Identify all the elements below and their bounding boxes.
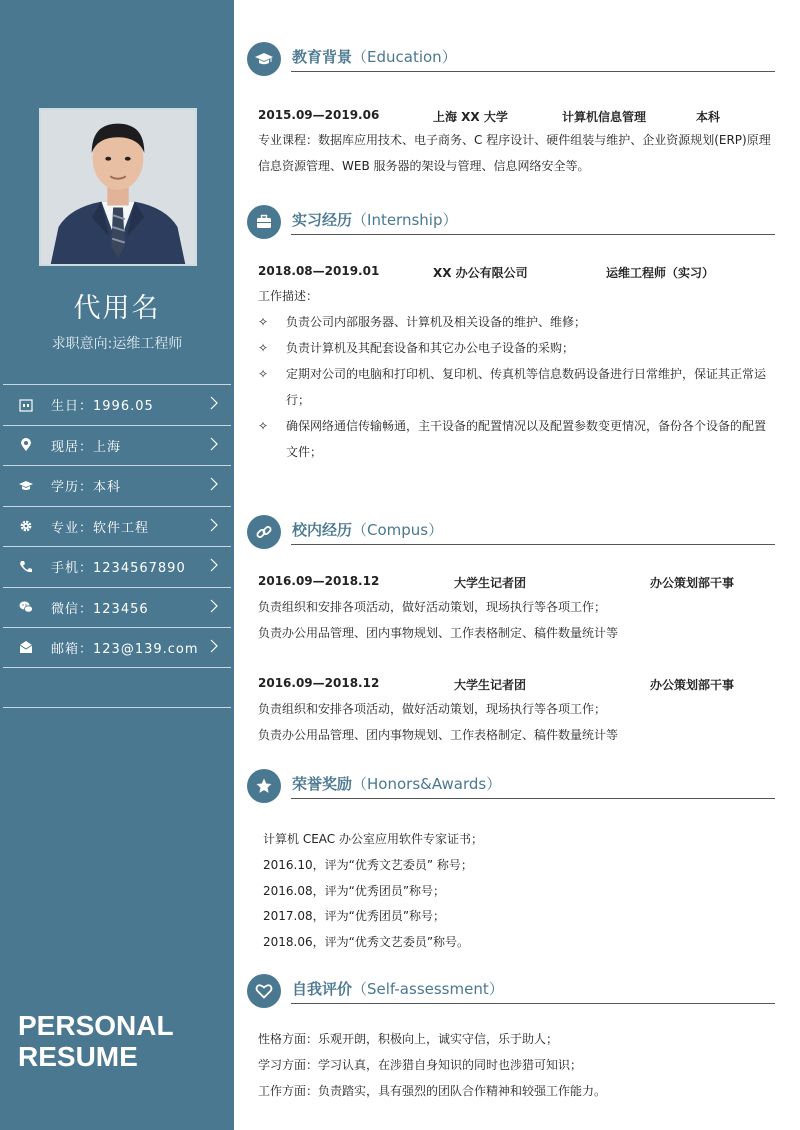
campus-period: 2016.09—2018.12 xyxy=(258,574,380,588)
internship-company: XX 办公有限公司 xyxy=(433,266,528,280)
internship-bullet xyxy=(258,413,773,465)
internship-bullet xyxy=(258,335,773,361)
campus-role: 办公策划部干事 xyxy=(650,576,735,590)
chevron-right-icon xyxy=(209,639,219,657)
campus-period: 2016.09—2018.12 xyxy=(258,676,380,690)
mail-icon xyxy=(17,638,35,656)
section-rule xyxy=(291,798,775,799)
campus-org: 大学生记者团 xyxy=(454,576,527,590)
chevron-right-icon xyxy=(209,396,219,414)
sidebar-divider xyxy=(3,707,231,708)
profile-photo xyxy=(39,108,197,266)
brand-line-1: PERSONAL xyxy=(18,1010,174,1041)
heart-icon xyxy=(247,974,281,1008)
link-icon xyxy=(247,515,281,549)
chevron-right-icon xyxy=(209,437,219,455)
section-title-en: （Education） xyxy=(352,48,457,66)
education-degree: 本科 xyxy=(696,110,721,124)
section-title-cn: 荣誉奖励 xyxy=(292,775,353,793)
internship-position: 运维工程师（实习） xyxy=(606,266,715,280)
section-title-en: （Honors&Awards） xyxy=(352,775,502,793)
section-title xyxy=(292,519,443,540)
info-label: 生日：1996.05 xyxy=(51,399,154,415)
profile-photo-illustration xyxy=(41,110,195,264)
section-title-cn: 实习经历 xyxy=(292,211,353,229)
info-label: 现居：上海 xyxy=(51,439,122,455)
self-assessment-item: 性格方面：乐观开朗，积极向上，诚实守信，乐于助人； xyxy=(258,1032,559,1046)
section-title xyxy=(292,978,504,999)
info-item-residence[interactable] xyxy=(3,425,231,466)
job-objective: 求职意向:运维工程师 xyxy=(51,336,183,352)
honor-item: 2017.08，评为“优秀团员”称号； xyxy=(263,909,446,923)
self-assessment-item: 学习方面：学习认真，在涉猎自身知识的同时也涉猎可知识； xyxy=(258,1058,583,1072)
honor-item: 计算机 CEAC 办公室应用软件专家证书； xyxy=(263,832,483,846)
education-school: 上海 XX 大学 xyxy=(433,110,508,124)
bullet-mark: ✧ xyxy=(258,341,269,355)
section-rule xyxy=(291,71,775,72)
internship-bullet xyxy=(258,309,773,335)
chevron-right-icon xyxy=(209,477,219,495)
personal-resume-brand xyxy=(18,1010,174,1072)
info-item-education[interactable] xyxy=(3,465,231,506)
section-title-cn: 教育背景 xyxy=(292,48,353,66)
section-header-campus xyxy=(245,515,775,555)
honor-item: 2016.08，评为“优秀团员”称号； xyxy=(263,884,446,898)
sidebar xyxy=(0,0,234,1130)
education-period: 2015.09—2019.06 xyxy=(258,108,380,122)
section-title-en: （Self-assessment） xyxy=(352,980,504,998)
section-header-education xyxy=(245,42,775,82)
section-title-cn: 自我评价 xyxy=(292,980,353,998)
star-icon xyxy=(247,769,281,803)
bullet-text: 负责公司内部服务器、计算机及相关设备的维护、维修； xyxy=(286,315,587,329)
section-header-internship xyxy=(245,205,775,245)
education-major: 计算机信息管理 xyxy=(562,110,647,124)
wechat-icon xyxy=(17,598,35,616)
internship-period: 2018.08—2019.01 xyxy=(258,264,380,278)
campus-entry-line: 负责办公用品管理、团内事物规划、工作表格制定、稿件数量统计等 xyxy=(258,626,619,640)
section-title-en: （Internship） xyxy=(352,211,458,229)
chevron-right-icon xyxy=(209,518,219,536)
bullet-mark: ✧ xyxy=(258,419,269,433)
graduation-cap-icon xyxy=(247,42,281,76)
calendar-icon xyxy=(17,396,35,414)
bullet-text: 定期对公司的电脑和打印机、复印机、传真机等信息数码设备进行日常维护，保证其正常运行； xyxy=(286,367,767,407)
campus-entry-line: 负责组织和安排各项活动，做好活动策划，现场执行等各项工作； xyxy=(258,600,607,614)
section-rule xyxy=(291,234,775,235)
section-rule xyxy=(291,544,775,545)
section-title xyxy=(292,773,501,794)
campus-entry-line: 负责办公用品管理、团内事物规划、工作表格制定、稿件数量统计等 xyxy=(258,728,619,742)
graduation-cap-icon xyxy=(17,477,35,495)
info-item-phone[interactable] xyxy=(3,546,231,587)
section-header-self-assessment xyxy=(245,974,775,1014)
gear-icon xyxy=(17,517,35,535)
campus-org: 大学生记者团 xyxy=(454,678,527,692)
bullet-mark: ✧ xyxy=(258,367,269,381)
info-label: 邮箱：123@139.com xyxy=(51,641,199,657)
honor-item: 2016.10，评为“优秀文艺委员” 称号； xyxy=(263,858,473,872)
chevron-right-icon xyxy=(209,599,219,617)
info-item-email[interactable] xyxy=(3,627,231,668)
education-courses: 专业课程：数据库应用技术、电子商务、C 程序设计、硬件组装与维护、企业资源规划(ERP)原理信息资源管理、WEB 服务器的架设与管理、信息网络安全等。 xyxy=(258,133,771,173)
section-rule xyxy=(291,1003,775,1004)
internship-bullet xyxy=(258,361,773,413)
candidate-name: 代用名 xyxy=(73,293,161,324)
info-item-birthday[interactable] xyxy=(3,384,231,425)
info-item-major[interactable] xyxy=(3,506,231,547)
bullet-text: 负责计算机及其配套设备和其它办公电子设备的采购； xyxy=(286,341,575,355)
main-content xyxy=(245,0,785,1130)
briefcase-icon xyxy=(247,205,281,239)
honor-item: 2018.06，评为“优秀文艺委员”称号。 xyxy=(263,935,470,949)
brand-line-2: RESUME xyxy=(18,1041,138,1072)
info-label: 学历：本科 xyxy=(51,480,122,496)
personal-info-list xyxy=(3,384,231,668)
bullet-text: 确保网络通信传输畅通，主干设备的配置情况以及配置参数变更情况，备份各个设备的配置文件； xyxy=(286,419,767,459)
self-assessment-item: 工作方面：负责踏实，具有强烈的团队合作精神和较强工作能力。 xyxy=(258,1084,607,1098)
bullet-mark: ✧ xyxy=(258,315,269,329)
campus-role: 办公策划部干事 xyxy=(650,678,735,692)
info-item-wechat[interactable] xyxy=(3,587,231,628)
phone-icon xyxy=(17,558,35,576)
info-label: 微信：123456 xyxy=(51,601,149,617)
chevron-right-icon xyxy=(209,558,219,576)
internship-desc-label: 工作描述： xyxy=(258,289,319,303)
location-pin-icon xyxy=(17,436,35,454)
section-header-honors xyxy=(245,769,775,809)
campus-entry-line: 负责组织和安排各项活动，做好活动策划，现场执行等各项工作； xyxy=(258,702,607,716)
info-label: 手机：1234567890 xyxy=(51,561,186,577)
section-title-cn: 校内经历 xyxy=(292,521,353,539)
section-title xyxy=(292,209,457,230)
section-title-en: （Compus） xyxy=(352,521,444,539)
info-label: 专业：软件工程 xyxy=(51,520,150,536)
section-title xyxy=(292,46,457,67)
